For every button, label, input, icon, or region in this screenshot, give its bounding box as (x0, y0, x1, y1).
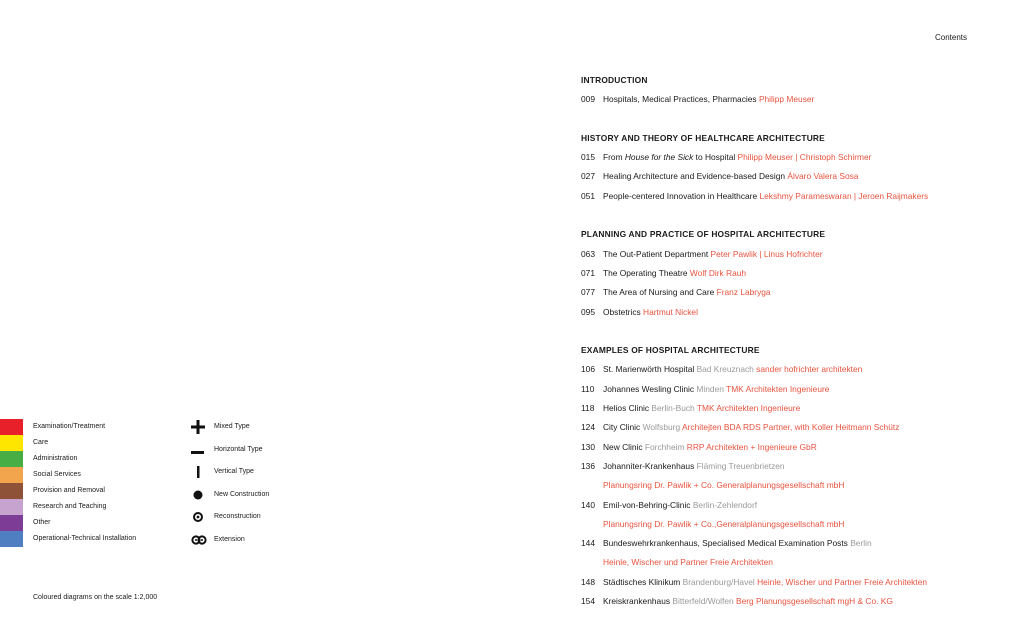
legend-label: Research and Teaching (33, 503, 107, 510)
toc-entry-continued: Heinle, Wischer und Partner Freie Architekten (603, 557, 773, 568)
legend-label: Reconstruction (214, 513, 261, 520)
legend-label: Provision and Removal (33, 487, 105, 494)
toc-entry: 106 St. Marienwörth Hospital Bad Kreuznach sander hofrichter architekten (581, 364, 863, 375)
swatch-provision (0, 483, 23, 499)
toc-entry: 110 Johannes Wesling Clinic Minden TMK Architekten Ingenieure (581, 383, 830, 394)
legend-label: Other (33, 519, 51, 526)
swatch-research (0, 499, 23, 515)
legend-label: Operational-Technical Installation (33, 535, 137, 542)
minus-icon (191, 443, 207, 457)
toc-entry: 154 Kreiskrankenhaus Bitterfeld/Wolfen Berg Planungsgesellschaft mgH & Co. KG (581, 596, 893, 607)
plus-icon (191, 420, 207, 434)
table-of-contents (581, 74, 981, 614)
filled-dot-icon (191, 488, 207, 502)
swatch-social-services (0, 467, 23, 483)
legend-label: Vertical Type (214, 468, 254, 475)
section-heading: INTRODUCTION (581, 75, 648, 85)
section-heading: HISTORY AND THEORY OF HEALTHCARE ARCHITECTURE (581, 132, 825, 143)
toc-entry: 095 Obstetrics Hartmut Nickel (581, 306, 698, 317)
toc-entry: 027 Healing Architecture and Evidence-based Design Álvaro Valera Sosa (581, 171, 859, 182)
swatch-care (0, 435, 23, 451)
toc-entry-continued: Planungsring Dr. Pawlik + Co. Generalplanungsgesellschaft mbH (603, 480, 845, 491)
legend-label: Horizontal Type (214, 445, 263, 453)
toc-entry-continued: Planungsring Dr. Pawlik + Co.,Generalplanungsgesellschaft mbH (603, 518, 845, 529)
toc-entry: 118 Helios Clinic Berlin-Buch TMK Architekten Ingenieure (581, 403, 801, 414)
vertical-bar-icon (191, 465, 207, 479)
legend-label: Care (33, 439, 49, 446)
legend-label: Extension (214, 535, 245, 543)
toc-entry: 071 The Operating Theatre Wolf Dirk Rauh (581, 267, 747, 278)
toc-entry: 063 The Out-Patient Department Peter Pawlik | Linus Hofrichter (581, 248, 823, 259)
legend-label: Mixed Type (214, 423, 250, 430)
section-heading: EXAMPLES OF HOSPITAL ARCHITECTURE (581, 345, 760, 356)
toc-entry: 009 Hospitals, Medical Practices, Pharmacies Philipp Meuser (581, 94, 815, 105)
toc-entry: 144 Bundeswehrkrankenhaus, Specialised Medical Examination Posts Berlin (581, 538, 872, 549)
ring-dot-icon (191, 510, 207, 524)
toc-entry: 148 Städtisches Klinikum Brandenburg/Havel Heinle, Wischer und Partner Freie Architekten (581, 576, 928, 587)
toc-entry: 130 New Clinic Forchheim RRP Architekten + Ingenieure GbR (581, 441, 817, 452)
toc-entry: 140 Emil-von-Behring-Clinic Berlin-Zehlendorf (581, 499, 758, 510)
legend-label: Administration (33, 455, 78, 462)
toc-entry: 136 Johanniter-Krankenhaus Fläming Treuenbrietzen (581, 460, 785, 471)
swatch-technical (0, 531, 23, 547)
legend-label: New Construction (214, 490, 270, 498)
page-header: Contents (934, 33, 967, 42)
swatch-examination (0, 419, 23, 435)
double-ring-icon (191, 533, 207, 547)
swatch-other (0, 515, 23, 531)
toc-entry: 051 People-centered Innovation in Healthcare Lekshmy Parameswaran | Jeroen Raijmakers (581, 190, 929, 201)
toc-entry: 015 From House for the Sick to Hospital Philipp Meuser | Christoph Schirmer (581, 152, 872, 163)
section-heading: PLANNING AND PRACTICE OF HOSPITAL ARCHITECTURE (581, 229, 826, 240)
scale-footnote: Coloured diagrams on the scale 1:2,000 (33, 594, 158, 601)
legend-label: Social Services (33, 471, 81, 478)
toc-entry: 077 The Area of Nursing and Care Franz Labryga (581, 287, 771, 298)
legend-label: Examination/Treatment (33, 423, 106, 430)
swatch-administration (0, 451, 23, 467)
toc-entry: 124 City Clinic Wolfsburg Architejten BDA RDS Partner, with Koller Heitmann Schütz (581, 422, 900, 433)
